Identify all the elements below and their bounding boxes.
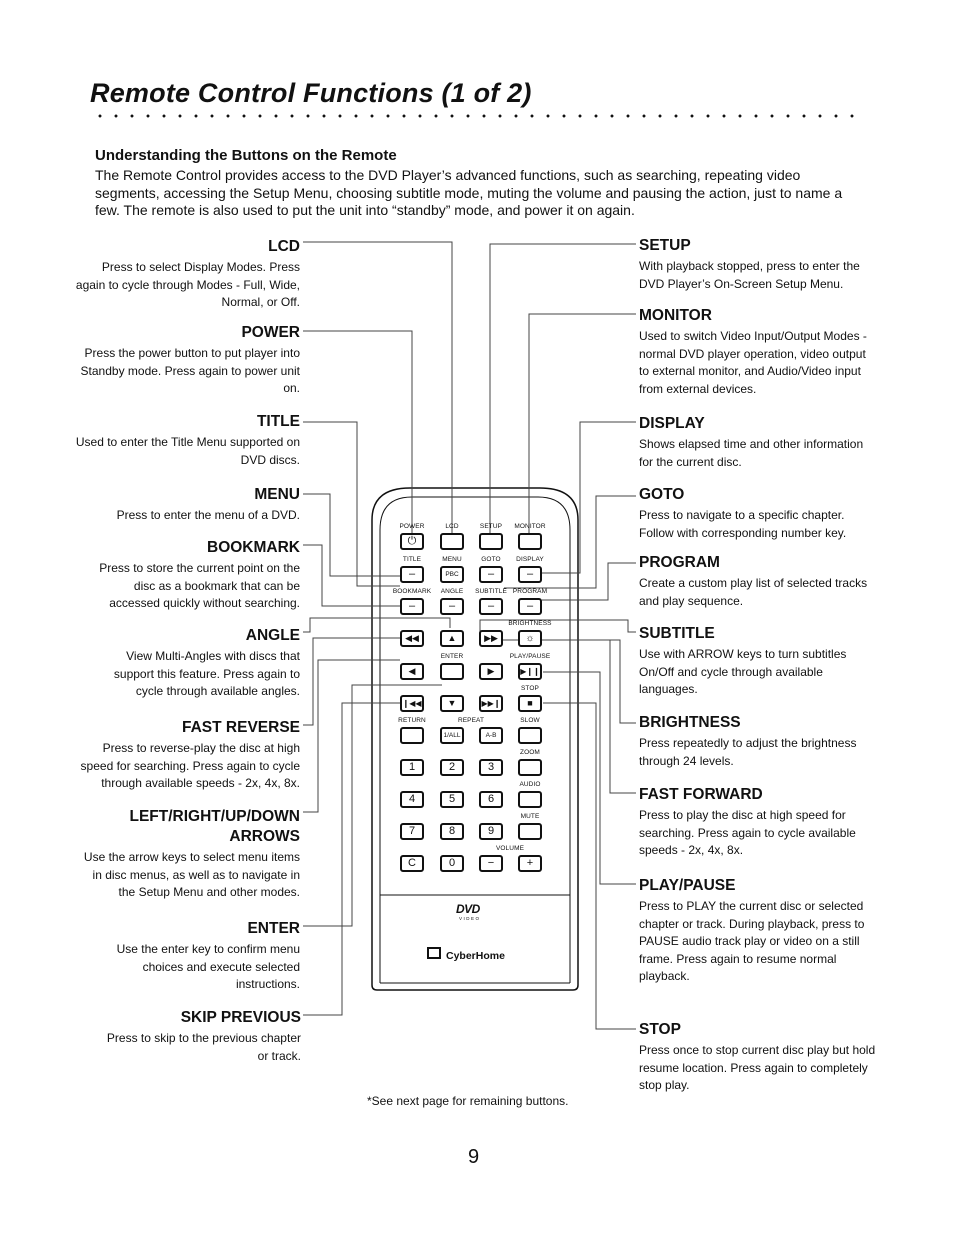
menu-label: MENU: [442, 556, 462, 563]
item-title: PROGRAM: [639, 554, 720, 571]
item-desc: Press to skip to the previous chapter or track.: [106, 1031, 301, 1063]
item-lcd: [70, 237, 300, 312]
item-setup: [639, 236, 879, 293]
item-title: SKIP PREVIOUS: [180, 1009, 301, 1026]
slow-button[interactable]: [518, 727, 542, 744]
subtitle-button[interactable]: –: [479, 598, 503, 615]
dvd-video-text: VIDEO: [459, 916, 481, 921]
brand-name: CyberHome: [446, 950, 505, 962]
digit-1-button[interactable]: 1: [400, 759, 424, 776]
item-title: STOP: [639, 1021, 681, 1038]
up-arrow-icon: ▲: [447, 633, 457, 643]
item-desc: Press the power button to put player into Standby mode. Press again to power unit on.: [80, 346, 300, 396]
item-skip-previous: [100, 1008, 301, 1065]
digit-8-button[interactable]: 8: [440, 823, 464, 840]
display-button[interactable]: –: [518, 566, 542, 583]
item-title: FAST FORWARD: [639, 786, 763, 803]
item-goto: [639, 485, 879, 542]
item-title: DISPLAY: [639, 415, 705, 432]
mute-label: MUTE: [520, 813, 540, 820]
bookmark-label: BOOKMARK: [392, 588, 432, 595]
digit-7-button[interactable]: 7: [400, 823, 424, 840]
skip-next-icon: ▶▶❙: [481, 699, 501, 708]
fast-reverse-icon: ◀◀: [405, 633, 419, 643]
digit-3-button[interactable]: 3: [479, 759, 503, 776]
item-power: [80, 323, 300, 398]
monitor-button[interactable]: [518, 533, 542, 550]
sun-icon: ☼: [525, 633, 535, 644]
item-desc: Shows elapsed time and other information for the current disc.: [639, 437, 864, 469]
item-title: POWER: [241, 324, 300, 341]
skip-previous-button[interactable]: [400, 695, 424, 712]
down-arrow-button[interactable]: [440, 695, 464, 712]
fast-forward-button[interactable]: [479, 630, 503, 647]
item-monitor: [639, 306, 879, 398]
item-arrows: [75, 807, 300, 902]
item-desc: Press once to stop current disc play but hold resume location. Press again to completely stop play.: [639, 1043, 876, 1093]
item-title: LEFT/RIGHT/UP/DOWN ARROWS: [129, 808, 300, 845]
angle-label: ANGLE: [440, 588, 464, 595]
zoom-button[interactable]: [518, 759, 542, 776]
clear-button[interactable]: C: [400, 855, 424, 872]
left-arrow-icon: ◀: [408, 666, 416, 676]
page-number: 9: [468, 1146, 480, 1168]
intro-heading: Understanding the Buttons on the Remote: [95, 147, 397, 164]
digit-4-button[interactable]: 4: [400, 791, 424, 808]
item-title: ENTER: [247, 920, 300, 937]
goto-label: GOTO: [481, 556, 501, 563]
volume-up-button[interactable]: +: [518, 855, 542, 872]
item-title: TITLE: [256, 413, 300, 430]
goto-button[interactable]: –: [479, 566, 503, 583]
item-title: MENU: [254, 486, 300, 503]
volume-down-button[interactable]: −: [479, 855, 503, 872]
item-desc: View Multi-Angles with discs that support this feature. Press again to cycle through available angles.: [113, 649, 300, 699]
item-title: GOTO: [639, 486, 685, 503]
stop-icon: ■: [527, 698, 533, 708]
page-title: Remote Control Functions (1 of 2): [90, 78, 532, 108]
program-button[interactable]: –: [518, 598, 542, 615]
fast-forward-icon: ▶▶: [484, 633, 498, 643]
intro-paragraph: The Remote Control provides access to the DVD Player’s advanced functions, such as searching, repeating video segments, accessing the Setup Menu, choosing subtitle mode, muting the volume and pausing the action, just to name a few. The remote is also used to put the unit into “standby” mode, and power it on again.: [95, 167, 843, 218]
repeat-ab-button[interactable]: A-B: [479, 727, 503, 744]
up-arrow-button[interactable]: [440, 630, 464, 647]
item-desc: Press repeatedly to adjust the brightness through 24 levels.: [639, 736, 857, 768]
dotted-divider: [92, 112, 862, 120]
digit-9-button[interactable]: 9: [479, 823, 503, 840]
item-desc: Press to navigate to a specific chapter. Follow with corresponding number key.: [639, 508, 847, 540]
item-display: [639, 414, 879, 471]
enter-label: ENTER: [440, 653, 464, 660]
item-desc: Press to PLAY the current disc or selected chapter or track. During playback, press to PAUSE audio track play or video on a still frame. Press again to resume normal playback.: [639, 899, 865, 984]
item-title: LCD: [268, 238, 300, 255]
item-enter: [100, 919, 300, 994]
item-bookmark: [80, 538, 300, 613]
brightness-button[interactable]: [518, 630, 542, 647]
power-icon: ⏻: [407, 535, 417, 547]
angle-button[interactable]: –: [440, 598, 464, 615]
item-desc: Used to enter the Title Menu supported on DVD discs.: [75, 435, 300, 467]
item-stop: [639, 1020, 879, 1095]
return-button[interactable]: [400, 727, 424, 744]
item-desc: Press to play the disc at high speed for searching. Press again to cycle available speeds - 2x, 4x, 8x.: [639, 808, 856, 858]
left-arrow-button[interactable]: [400, 663, 424, 680]
item-desc: Press to reverse-play the disc at high speed for searching. Press again to cycle through available speeds - 2x, 4x, 8x.: [80, 741, 300, 791]
item-subtitle: [639, 624, 879, 699]
item-menu: [70, 485, 300, 525]
lcd-label: LCD: [445, 523, 459, 530]
item-angle: [90, 626, 300, 701]
item-desc: Press to enter the menu of a DVD.: [116, 508, 300, 522]
item-fast-reverse: [70, 718, 300, 793]
zoom-label: ZOOM: [520, 749, 540, 756]
down-arrow-icon: ▼: [447, 698, 457, 708]
subtitle-label: SUBTITLE: [475, 588, 507, 595]
repeat-label: REPEAT: [457, 717, 485, 724]
digit-6-button[interactable]: 6: [479, 791, 503, 808]
item-desc: Use the arrow keys to select menu items in disc menus, as well as to navigate in the Setup Menu and other modes.: [83, 850, 300, 900]
footnote: *See next page for remaining buttons.: [367, 1094, 569, 1108]
item-title: PLAY/PAUSE: [639, 877, 736, 894]
item-title: ANGLE: [245, 627, 300, 644]
play-pause-icon: ▶❙❙: [520, 667, 540, 676]
item-desc: Use with ARROW keys to turn subtitles On/Off and cycle through available languages.: [639, 647, 847, 697]
item-title: BOOKMARK: [207, 539, 300, 556]
power-button[interactable]: [400, 533, 424, 550]
mute-button[interactable]: [518, 823, 542, 840]
fast-reverse-button[interactable]: [400, 630, 424, 647]
digit-2-button[interactable]: 2: [440, 759, 464, 776]
item-title: SETUP: [639, 237, 691, 254]
item-desc: Create a custom play list of selected tracks and play sequence.: [639, 576, 868, 608]
dvd-logo: DVD: [456, 902, 480, 916]
item-title-btn: [70, 412, 300, 469]
slow-label: SLOW: [520, 717, 540, 724]
cyberhome-logo-icon: [427, 947, 441, 959]
repeat-all-button[interactable]: 1/ALL: [440, 727, 464, 744]
lcd-button[interactable]: [440, 533, 464, 550]
item-program: [639, 553, 879, 610]
item-desc: Press to store the current point on the disc as a bookmark that can be accessed quickly without searching.: [99, 561, 300, 611]
return-label: RETURN: [398, 717, 426, 724]
setup-label: SETUP: [479, 523, 503, 530]
item-brightness: [639, 713, 879, 770]
power-label: POWER: [399, 523, 425, 530]
item-title: FAST REVERSE: [182, 719, 300, 736]
right-arrow-icon: ▶: [487, 666, 495, 676]
digit-0-button[interactable]: 0: [440, 855, 464, 872]
volume-label: VOLUME: [495, 845, 525, 852]
skip-previous-icon: ❙◀◀: [402, 699, 422, 708]
item-desc: With playback stopped, press to enter the DVD Player’s On-Screen Setup Menu.: [639, 259, 860, 291]
title-label: TITLE: [402, 556, 422, 563]
item-fast-forward: [639, 785, 879, 860]
item-play-pause: [639, 876, 879, 986]
display-label: DISPLAY: [516, 556, 544, 563]
bookmark-button[interactable]: –: [400, 598, 424, 615]
menu-button[interactable]: PBC: [440, 566, 464, 583]
monitor-label: MONITOR: [514, 523, 546, 530]
item-desc: Used to switch Video Input/Output Modes - normal DVD player operation, video output to external monitor, and Audio/Video input from external devices.: [639, 329, 867, 396]
setup-button[interactable]: [479, 533, 503, 550]
item-desc: Use the enter key to confirm menu choices and execute selected instructions.: [116, 942, 300, 992]
digit-5-button[interactable]: 5: [440, 791, 464, 808]
audio-button[interactable]: [518, 791, 542, 808]
item-title: SUBTITLE: [639, 625, 715, 642]
audio-label: AUDIO: [519, 781, 541, 788]
enter-button[interactable]: [440, 663, 464, 680]
title-button[interactable]: –: [400, 566, 424, 583]
skip-next-button[interactable]: [479, 695, 503, 712]
play-pause-button[interactable]: [518, 663, 542, 680]
item-title: MONITOR: [639, 307, 712, 324]
right-arrow-button[interactable]: [479, 663, 503, 680]
item-desc: Press to select Display Modes. Press again to cycle through Modes - Full, Wide, Normal, or Off.: [75, 260, 300, 310]
program-label: PROGRAM: [512, 588, 548, 595]
stop-label: STOP: [521, 685, 539, 692]
item-title: BRIGHTNESS: [639, 714, 741, 731]
play-pause-label: PLAY/PAUSE: [509, 653, 551, 660]
brightness-label: BRIGHTNESS: [508, 620, 552, 627]
stop-button[interactable]: [518, 695, 542, 712]
